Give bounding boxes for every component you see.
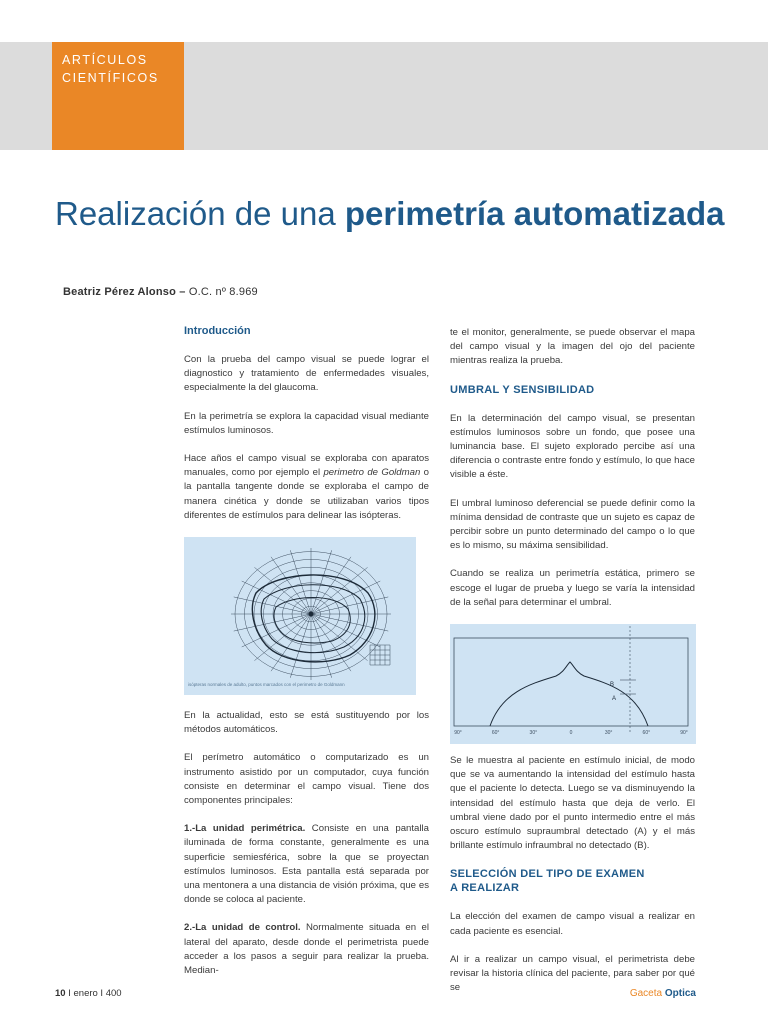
grid-spoke — [311, 557, 351, 614]
tick-label: 90° — [680, 730, 688, 737]
column-left — [184, 324, 429, 992]
paragraph: 2.-La unidad de control. Normalmente situada en el lateral del aparato, desde donde el perimetrista puede acceder a los pasos a seguir para realizar la prueba. Median- — [184, 922, 429, 977]
section-heading-umbral: UMBRAL Y SENSIBILIDAD — [450, 383, 595, 396]
threshold-figure — [450, 624, 696, 744]
tick-label: 0 — [569, 730, 573, 737]
paragraph: Cuando se realiza un perimetría estática, primero se escoge el lugar de prueba y luego se varía la intensidad de la señal para determinar el umbral. — [450, 568, 695, 608]
author-credential: O.C. nº 8.969 — [185, 286, 258, 298]
paragraph: Hace años el campo visual se exploraba con aparatos manuales, como por ejemplo el perimetro de Goldman o la pantalla tangente donde se exploraba el campo de manera cinética y donde se utilizaban varios tipos diferentes de estímulos para delinear las isópteras. — [184, 453, 429, 521]
issue-info: I enero I 400 — [65, 988, 122, 999]
page-footer — [55, 988, 122, 999]
title-light: Realización de una — [55, 195, 345, 232]
section-tag-line1: ARTÍCULOS — [62, 53, 148, 67]
article-title — [55, 196, 735, 231]
grid-spoke — [311, 567, 368, 614]
section-heading-intro: Introducción — [184, 325, 251, 337]
title-bold: perimetría automatizada — [344, 195, 725, 232]
paragraph: Al ir a realizar un campo visual, el perimetrista debe revisar la historia clínica del paciente, para saber por qué se — [450, 953, 695, 994]
visual-field-diagram — [184, 537, 416, 695]
tick-label: 30° — [604, 730, 613, 737]
emphasis: perimetro de Goldman — [323, 467, 421, 479]
magazine-brand: Gaceta Optica — [629, 988, 696, 999]
section-tag — [52, 42, 184, 150]
tick-label: 60° — [491, 730, 500, 737]
figure-caption: isópteras normales de adulto, puntos marcados con el perimetro de Goldmann — [188, 681, 345, 687]
paragraph: El umbral luminoso deferencial se puede definir como la mínima densidad de contraste que un sujeto es capaz de percibir sobre un punto determinado del campo o lo que es lo mismo, su máxima sensibilidad. — [450, 497, 695, 552]
grid-spoke — [311, 614, 380, 647]
paragraph: Con la prueba del campo visual se puede lograr el diagnostico y tratamiento de enfermedades visuales, especialmente la del glaucoma. — [184, 354, 429, 394]
section-tag-line2: CIENTÍFICOS — [62, 71, 159, 85]
section-heading-seleccion: SELECCIÓN DEL TIPO DE EXAMEN A REALIZAR — [450, 868, 645, 895]
author-name: Beatriz Pérez Alonso – — [63, 286, 186, 298]
mark-a: A — [612, 696, 617, 703]
paragraph: La elección del examen de campo visual a realizar en cada paciente es esencial. — [450, 911, 695, 937]
threshold-curve — [450, 624, 696, 744]
paragraph: Se le muestra al paciente en estímulo inicial, de modo que se va aumentando la intensidad del estímulo hasta que el paciente lo detecta. Luego se va disminuyendo la intensidad del estímulo hasta que deja de verlo. El umbral viene dado por el punto intermedio entre el más oscuro estímulo supraumbral detectado (A) y el más brillante estímulo infraumbral no detectado (B). — [450, 755, 695, 852]
paragraph: En la perimetría se explora la capacidad visual mediante estímulos luminosos. — [184, 410, 429, 436]
brand-optica: Optica — [664, 988, 696, 999]
mark-b: B — [610, 682, 615, 689]
tick-label: 30° — [529, 730, 538, 737]
paragraph: 1.-La unidad perimétrica. Consiste en una pantalla iluminada de forma constante, generalmente es una superficie semiesférica, sobre la que se proyectan estímulos luminosos. Esta pantalla está separada por una mentonera a una distancia de visión próxima, que es donde se coloca al paciente. — [184, 823, 429, 906]
paragraph: En la determinación del campo visual, se presentan estímulos luminosos sobre un fondo, que posee una luminancia base. El sujeto explorado percibe así una diferencia o contraste entre fondo y estímulo, lo que hace visible a éste. — [450, 412, 695, 481]
bold-lead: 1.-La unidad perimétrica. — [184, 823, 306, 835]
grid-spoke — [254, 567, 311, 614]
column-right — [450, 326, 695, 1009]
page-number: 10 — [55, 988, 66, 999]
byline — [63, 286, 258, 298]
paragraph: te el monitor, generalmente, se puede observar el mapa del campo visual y la imagen del ojo del paciente mientras realiza la prueba. — [450, 327, 695, 367]
paragraph: El perímetro automático o computarizado es un instrumento asistido por un computador, cuya función consiste en determinar el campo visual. Tiene dos componentes principales: — [184, 752, 429, 807]
paragraph: En la actualidad, esto se está sustituyendo por los métodos automáticos. — [184, 710, 429, 736]
goldmann-figure — [184, 537, 416, 695]
tick-label: 90° — [454, 730, 462, 737]
tick-label: 60° — [642, 730, 651, 737]
bold-lead: 2.-La unidad de control. — [184, 922, 301, 934]
